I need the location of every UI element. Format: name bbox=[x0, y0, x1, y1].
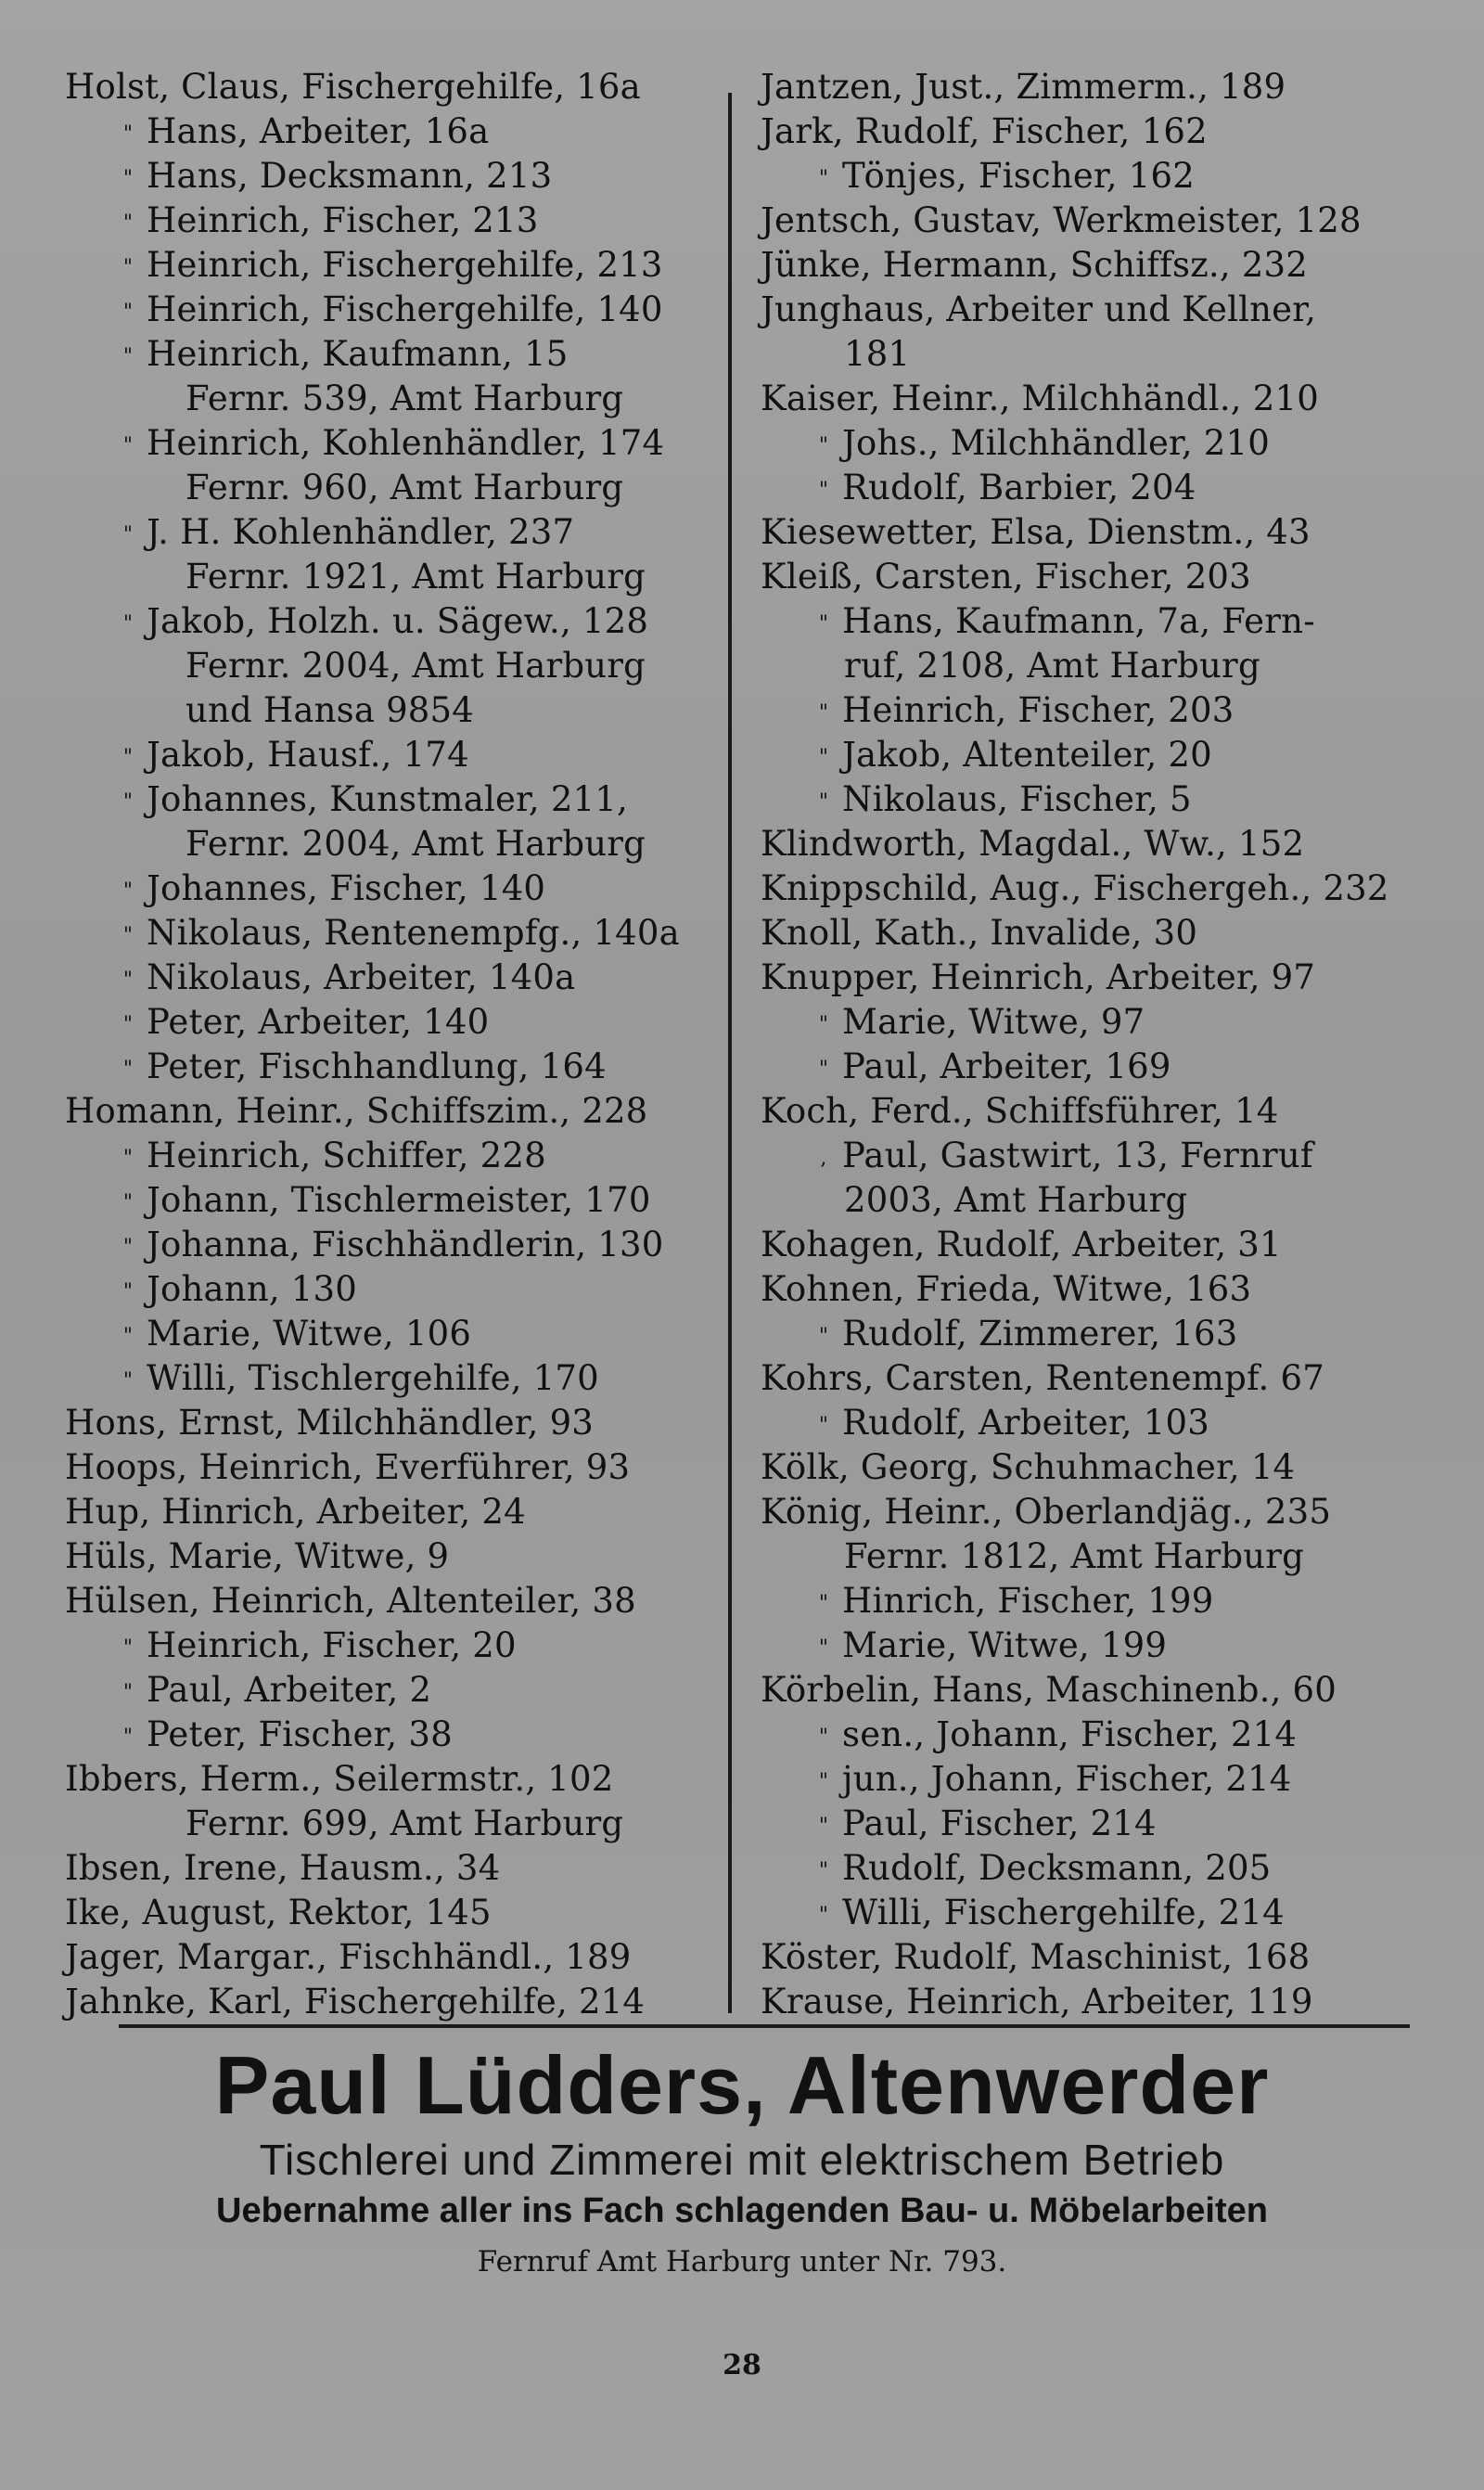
directory-entry bbox=[761, 555, 1428, 599]
ditto-mark: " bbox=[122, 211, 134, 235]
ditto-mark: , bbox=[820, 1146, 827, 1170]
directory-entry bbox=[65, 199, 714, 243]
entry-text: Kohagen, Rudolf, Arbeiter, 31 bbox=[761, 1225, 1282, 1264]
entry-text: Koch, Ferd., Schiffsführer, 14 bbox=[761, 1091, 1279, 1131]
ditto-mark: " bbox=[818, 166, 829, 190]
directory-entry bbox=[65, 466, 714, 510]
directory-entry bbox=[65, 1134, 714, 1178]
directory-entry bbox=[761, 777, 1428, 822]
entry-text: Jahnke, Karl, Fischergehilfe, 214 bbox=[65, 1982, 646, 2022]
entry-text: und Hansa 9854 bbox=[186, 690, 475, 730]
entry-text: Heinrich, Fischer, 213 bbox=[147, 200, 539, 240]
directory-entry bbox=[65, 109, 714, 154]
directory-entry bbox=[65, 1490, 714, 1534]
entry-text: Heinrich, Kaufmann, 15 bbox=[147, 334, 569, 374]
directory-entry bbox=[761, 1534, 1428, 1579]
entry-text: Marie, Witwe, 199 bbox=[842, 1625, 1168, 1665]
entry-text: Fernr. 960, Amt Harburg bbox=[186, 468, 624, 507]
entry-text: Jakob, Holzh. u. Sägew., 128 bbox=[147, 601, 649, 641]
ditto-mark: " bbox=[122, 344, 134, 368]
directory-entry bbox=[65, 421, 714, 466]
directory-entry bbox=[65, 332, 714, 377]
horizontal-rule bbox=[119, 2024, 1410, 2028]
directory-entry bbox=[65, 1668, 714, 1713]
entry-text: Fernr. 2004, Amt Harburg bbox=[186, 646, 646, 686]
entry-text: Jantzen, Just., Zimmerm., 189 bbox=[761, 67, 1286, 107]
ditto-mark: " bbox=[122, 1057, 134, 1081]
ditto-mark: " bbox=[122, 122, 134, 146]
ditto-mark: " bbox=[818, 745, 829, 769]
entry-text: Hans, Arbeiter, 16a bbox=[147, 111, 490, 151]
entry-text: Jager, Margar., Fischhändl., 189 bbox=[65, 1937, 632, 1977]
advertisement-line-1: Tischlerei und Zimmerei mit elektrischem Betrieb bbox=[259, 2136, 1225, 2184]
ditto-mark: " bbox=[122, 611, 134, 635]
ditto-mark: " bbox=[122, 789, 134, 814]
directory-entry bbox=[761, 1935, 1428, 1980]
directory-entry bbox=[65, 1401, 714, 1445]
entry-text: Fernr. 1921, Amt Harburg bbox=[186, 557, 646, 597]
directory-entry bbox=[761, 510, 1428, 555]
directory-entry bbox=[761, 1713, 1428, 1757]
right-column bbox=[761, 65, 1428, 2024]
entry-text: Homann, Heinr., Schiffszim., 228 bbox=[65, 1091, 648, 1131]
entry-text: Johann, Tischlermeister, 170 bbox=[147, 1180, 651, 1220]
entry-text: Jakob, Altenteiler, 20 bbox=[842, 735, 1212, 775]
directory-entry bbox=[65, 288, 714, 332]
entry-text: jun., Johann, Fischer, 214 bbox=[842, 1759, 1292, 1799]
entry-text: Paul, Fischer, 214 bbox=[842, 1803, 1157, 1843]
directory-entry bbox=[761, 599, 1428, 644]
entry-text: Ibsen, Irene, Hausm., 34 bbox=[65, 1848, 501, 1888]
directory-entry bbox=[65, 243, 714, 288]
directory-entry bbox=[761, 1312, 1428, 1356]
directory-entry bbox=[65, 65, 714, 109]
directory-entry bbox=[761, 109, 1428, 154]
column-divider bbox=[728, 93, 732, 2013]
directory-entry bbox=[65, 911, 714, 956]
directory-entry bbox=[65, 1045, 714, 1089]
entry-text: Kohrs, Carsten, Rentenempf. 67 bbox=[761, 1358, 1324, 1398]
directory-entry bbox=[761, 911, 1428, 956]
entry-text: Hans, Decksmann, 213 bbox=[147, 156, 553, 196]
entry-text: Tönjes, Fischer, 162 bbox=[842, 156, 1195, 196]
directory-entry bbox=[761, 199, 1428, 243]
ditto-mark: " bbox=[122, 1012, 134, 1036]
ditto-mark: " bbox=[122, 522, 134, 546]
directory-entry bbox=[761, 1668, 1428, 1713]
entry-text: Jakob, Hausf., 174 bbox=[147, 735, 469, 775]
directory-entry bbox=[65, 599, 714, 644]
entry-text: Nikolaus, Rentenempfg., 140a bbox=[147, 913, 680, 953]
entry-text: Ike, August, Rektor, 145 bbox=[65, 1893, 492, 1932]
directory-entry bbox=[65, 644, 714, 688]
directory-entry bbox=[65, 1000, 714, 1045]
ditto-mark: " bbox=[122, 879, 134, 903]
directory-entry bbox=[65, 1846, 714, 1891]
ditto-mark: " bbox=[122, 166, 134, 190]
entry-text: Heinrich, Fischergehilfe, 140 bbox=[147, 289, 663, 329]
entry-text: Hinrich, Fischer, 199 bbox=[842, 1581, 1214, 1621]
directory-entry bbox=[761, 644, 1428, 688]
entry-text: Peter, Fischer, 38 bbox=[147, 1714, 453, 1754]
directory-entry bbox=[761, 688, 1428, 733]
ditto-mark: " bbox=[818, 1769, 829, 1793]
directory-entry bbox=[65, 1713, 714, 1757]
ditto-mark: " bbox=[122, 1235, 134, 1259]
entry-text: ruf, 2108, Amt Harburg bbox=[844, 646, 1260, 686]
entry-text: Knippschild, Aug., Fischergeh., 232 bbox=[761, 868, 1389, 908]
directory-entry bbox=[65, 1223, 714, 1267]
directory-entry bbox=[761, 377, 1428, 421]
directory-entry bbox=[65, 956, 714, 1000]
ditto-mark: " bbox=[122, 1324, 134, 1348]
directory-entry bbox=[65, 733, 714, 777]
ditto-mark: " bbox=[122, 433, 134, 457]
entry-text: Heinrich, Fischer, 203 bbox=[842, 690, 1235, 730]
entry-text: Johann, 130 bbox=[147, 1269, 358, 1309]
entry-text: Paul, Arbeiter, 2 bbox=[147, 1670, 432, 1710]
entry-text: Fernr. 699, Amt Harburg bbox=[186, 1803, 624, 1843]
directory-entry bbox=[761, 1089, 1428, 1134]
directory-entry bbox=[65, 1579, 714, 1624]
entry-text: Heinrich, Fischer, 20 bbox=[147, 1625, 517, 1665]
directory-entry bbox=[761, 956, 1428, 1000]
directory-entry bbox=[65, 1178, 714, 1223]
entry-text: Marie, Witwe, 106 bbox=[147, 1314, 472, 1354]
advertisement-name: Paul Lüdders, Altenwerder bbox=[214, 2039, 1270, 2131]
entry-text: Fernr. 2004, Amt Harburg bbox=[186, 824, 646, 864]
entry-text: Johanna, Fischhändlerin, 130 bbox=[147, 1225, 664, 1264]
directory-entry bbox=[761, 1401, 1428, 1445]
directory-entry bbox=[65, 1980, 714, 2024]
ditto-mark: " bbox=[818, 611, 829, 635]
entry-text: Köster, Rudolf, Maschinist, 168 bbox=[761, 1937, 1311, 1977]
directory-entry bbox=[65, 1802, 714, 1846]
directory-columns bbox=[65, 65, 1419, 2022]
directory-entry bbox=[761, 866, 1428, 911]
directory-entry bbox=[761, 1624, 1428, 1668]
entry-text: Peter, Fischhandlung, 164 bbox=[147, 1046, 607, 1086]
directory-entry bbox=[65, 1891, 714, 1935]
directory-entry bbox=[761, 1980, 1428, 2024]
directory-entry bbox=[761, 1846, 1428, 1891]
entry-text: Jünke, Hermann, Schiffsz., 232 bbox=[761, 245, 1309, 285]
directory-entry bbox=[761, 1223, 1428, 1267]
entry-text: Krause, Heinrich, Arbeiter, 119 bbox=[761, 1982, 1313, 2022]
ditto-mark: " bbox=[122, 255, 134, 279]
directory-entry bbox=[761, 1178, 1428, 1223]
ditto-mark: " bbox=[818, 1725, 829, 1749]
directory-entry bbox=[761, 1134, 1428, 1178]
ditto-mark: " bbox=[122, 1636, 134, 1660]
entry-text: Nikolaus, Arbeiter, 140a bbox=[147, 957, 576, 997]
directory-entry bbox=[65, 1089, 714, 1134]
entry-text: Fernr. 539, Amt Harburg bbox=[186, 379, 624, 418]
entry-text: J. H. Kohlenhändler, 237 bbox=[147, 512, 575, 552]
directory-entry bbox=[65, 1935, 714, 1980]
ditto-mark: " bbox=[122, 923, 134, 947]
entry-text: Kölk, Georg, Schuhmacher, 14 bbox=[761, 1447, 1296, 1487]
entry-text: Johannes, Kunstmaler, 211, bbox=[147, 779, 629, 819]
directory-entry bbox=[65, 1445, 714, 1490]
directory-entry bbox=[761, 1579, 1428, 1624]
entry-text: 181 bbox=[844, 334, 911, 374]
entry-text: Ibbers, Herm., Seilermstr., 102 bbox=[65, 1759, 614, 1799]
entry-text: Kohnen, Frieda, Witwe, 163 bbox=[761, 1269, 1252, 1309]
entry-text: Jentsch, Gustav, Werkmeister, 128 bbox=[761, 200, 1362, 240]
entry-text: Rudolf, Decksmann, 205 bbox=[842, 1848, 1272, 1888]
entry-text: Willi, Tischlergehilfe, 170 bbox=[147, 1358, 599, 1398]
ditto-mark: " bbox=[818, 1903, 829, 1927]
entry-text: Körbelin, Hans, Maschinenb., 60 bbox=[761, 1670, 1337, 1710]
entry-text: Paul, Gastwirt, 13, Fernruf bbox=[842, 1136, 1313, 1175]
directory-entry bbox=[761, 288, 1428, 332]
ditto-mark: " bbox=[818, 1057, 829, 1081]
entry-text: Hans, Kaufmann, 7a, Fern- bbox=[842, 601, 1315, 641]
entry-text: Hülsen, Heinrich, Altenteiler, 38 bbox=[65, 1581, 636, 1621]
ditto-mark: " bbox=[818, 1324, 829, 1348]
entry-text: Holst, Claus, Fischergehilfe, 16a bbox=[65, 67, 641, 107]
directory-entry bbox=[761, 243, 1428, 288]
entry-text: Rudolf, Barbier, 204 bbox=[842, 468, 1196, 507]
directory-entry bbox=[761, 1000, 1428, 1045]
entry-text: Marie, Witwe, 97 bbox=[842, 1002, 1145, 1042]
ditto-mark: " bbox=[122, 968, 134, 992]
directory-entry bbox=[761, 1356, 1428, 1401]
directory-entry bbox=[761, 1045, 1428, 1089]
directory-entry bbox=[761, 1802, 1428, 1846]
entry-text: Kaiser, Heinr., Milchhändl., 210 bbox=[761, 379, 1319, 418]
directory-entry bbox=[65, 866, 714, 911]
entry-text: 2003, Amt Harburg bbox=[844, 1180, 1188, 1220]
directory-entry bbox=[761, 154, 1428, 199]
directory-entry bbox=[65, 1356, 714, 1401]
directory-entry bbox=[761, 1445, 1428, 1490]
entry-text: Kiesewetter, Elsa, Dienstm., 43 bbox=[761, 512, 1311, 552]
entry-text: Johannes, Fischer, 140 bbox=[147, 868, 546, 908]
advertisement-line-2: Uebernahme aller ins Fach schlagenden Bau- u. Möbelarbeiten bbox=[216, 2191, 1268, 2230]
advertisement-line-3: Fernruf Amt Harburg unter Nr. 793. bbox=[477, 2245, 1007, 2278]
ditto-mark: " bbox=[122, 1279, 134, 1303]
entry-text: König, Heinr., Oberlandjäg., 235 bbox=[761, 1492, 1332, 1532]
entry-text: Hons, Ernst, Milchhändler, 93 bbox=[65, 1403, 595, 1443]
entry-text: Hüls, Marie, Witwe, 9 bbox=[65, 1536, 450, 1576]
directory-entry bbox=[65, 1624, 714, 1668]
directory-entry bbox=[65, 777, 714, 822]
directory-entry bbox=[65, 510, 714, 555]
entry-text: Junghaus, Arbeiter und Kellner, bbox=[761, 289, 1317, 329]
ditto-mark: " bbox=[818, 1591, 829, 1615]
directory-entry bbox=[65, 822, 714, 866]
entry-text: Johs., Milchhändler, 210 bbox=[842, 423, 1271, 463]
entry-text: sen., Johann, Fischer, 214 bbox=[842, 1714, 1298, 1754]
directory-entry bbox=[761, 332, 1428, 377]
directory-entry bbox=[761, 1490, 1428, 1534]
page-number: 28 bbox=[723, 2349, 761, 2381]
entry-text: Paul, Arbeiter, 169 bbox=[842, 1046, 1171, 1086]
directory-entry bbox=[761, 65, 1428, 109]
ditto-mark: " bbox=[122, 1725, 134, 1749]
ditto-mark: " bbox=[818, 1012, 829, 1036]
directory-entry bbox=[65, 1312, 714, 1356]
directory-entry bbox=[65, 555, 714, 599]
ditto-mark: " bbox=[122, 1680, 134, 1704]
entry-text: Hup, Hinrich, Arbeiter, 24 bbox=[65, 1492, 526, 1532]
entry-text: Hoops, Heinrich, Everführer, 93 bbox=[65, 1447, 631, 1487]
directory-entry bbox=[761, 733, 1428, 777]
entry-text: Heinrich, Kohlenhändler, 174 bbox=[147, 423, 665, 463]
ditto-mark: " bbox=[818, 789, 829, 814]
directory-entry bbox=[65, 377, 714, 421]
left-column bbox=[65, 65, 714, 2024]
directory-entry bbox=[761, 421, 1428, 466]
entry-text: Jark, Rudolf, Fischer, 162 bbox=[761, 111, 1208, 151]
directory-entry bbox=[65, 688, 714, 733]
entry-text: Kleiß, Carsten, Fischer, 203 bbox=[761, 557, 1251, 597]
directory-entry bbox=[65, 154, 714, 199]
entry-text: Klindworth, Magdal., Ww., 152 bbox=[761, 824, 1305, 864]
entry-text: Willi, Fischergehilfe, 214 bbox=[842, 1893, 1285, 1932]
ditto-mark: " bbox=[818, 1413, 829, 1437]
directory-entry bbox=[65, 1267, 714, 1312]
ditto-mark: " bbox=[818, 700, 829, 725]
ditto-mark: " bbox=[122, 1146, 134, 1170]
directory-entry bbox=[65, 1757, 714, 1802]
entry-text: Knupper, Heinrich, Arbeiter, 97 bbox=[761, 957, 1316, 997]
directory-entry bbox=[761, 822, 1428, 866]
entry-text: Heinrich, Fischergehilfe, 213 bbox=[147, 245, 663, 285]
entry-text: Knoll, Kath., Invalide, 30 bbox=[761, 913, 1198, 953]
entry-text: Peter, Arbeiter, 140 bbox=[147, 1002, 490, 1042]
ditto-mark: " bbox=[818, 1814, 829, 1838]
ditto-mark: " bbox=[818, 1858, 829, 1882]
directory-entry bbox=[761, 1757, 1428, 1802]
ditto-mark: " bbox=[122, 1368, 134, 1393]
ditto-mark: " bbox=[818, 478, 829, 502]
entry-text: Rudolf, Zimmerer, 163 bbox=[842, 1314, 1238, 1354]
entry-text: Rudolf, Arbeiter, 103 bbox=[842, 1403, 1209, 1443]
entry-text: Fernr. 1812, Amt Harburg bbox=[844, 1536, 1305, 1576]
ditto-mark: " bbox=[818, 1636, 829, 1660]
ditto-mark: " bbox=[122, 1190, 134, 1214]
directory-entry bbox=[761, 1891, 1428, 1935]
directory-entry bbox=[761, 466, 1428, 510]
entry-text: Nikolaus, Fischer, 5 bbox=[842, 779, 1192, 819]
directory-entry bbox=[65, 1534, 714, 1579]
ditto-mark: " bbox=[122, 745, 134, 769]
directory-entry bbox=[761, 1267, 1428, 1312]
ditto-mark: " bbox=[122, 300, 134, 324]
entry-text: Heinrich, Schiffer, 228 bbox=[147, 1136, 546, 1175]
ditto-mark: " bbox=[818, 433, 829, 457]
